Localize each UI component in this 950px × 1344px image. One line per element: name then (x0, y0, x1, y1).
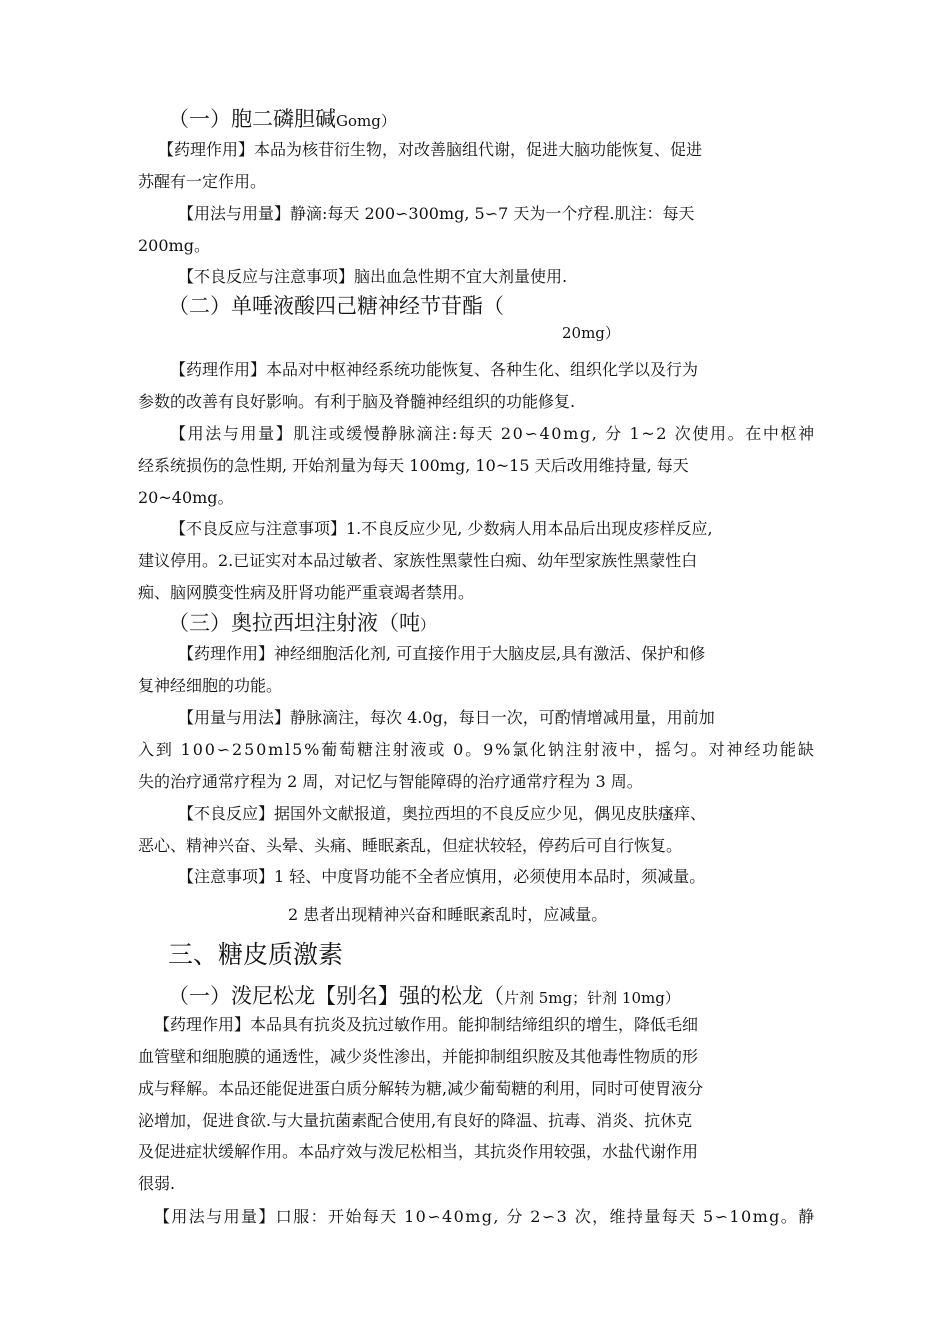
paragraph-line: 很弱. (138, 1174, 176, 1193)
paragraph-line: 成与释解。本品还能促进蛋白质分解转为糖,减少葡萄糖的利用，同时可使胃液分 (138, 1079, 704, 1098)
paragraph-line: 【用法与用量】肌注或缓慢静脉滴注:每天 20∽40mg, 分 1~2 次使用。在中枢神 (170, 424, 816, 443)
paragraph-line: 泌增加，促进食欲.与大量抗菌素配合使用,有良好的降温、抗毒、消炎、抗休克 (138, 1111, 693, 1130)
paragraph-line: 【药理作用】本品为核苷衍生物，对改善脑组代谢，促进大脑功能恢复、促进 (158, 140, 703, 159)
paragraph-line: 2 患者出现精神兴奋和睡眠紊乱时，应减量。 (288, 905, 608, 924)
heading-dose: 片剂 5mg；针剂 10mg） (504, 989, 680, 1007)
paragraph-line: 【注意事项】1 轻、中度肾功能不全者应慎用，必须使用本品时，须减量。 (178, 867, 706, 886)
section-heading-monosialoganglioside (168, 293, 504, 319)
paragraph-line: 建议停用。2.已证实对本品过敏者、家族性黑蒙性白痴、幼年型家族性黑蒙性白 (138, 551, 698, 570)
paragraph-line: 经系统损伤的急性期, 开始剂量为每天 100mg, 10~15 天后改用维持量, 每天 (138, 456, 689, 475)
paragraph-line: 痴、脑网膜变性病及肝肾功能严重衰竭者禁用。 (138, 583, 475, 602)
paragraph-line: 200mg。 (138, 236, 210, 255)
paragraph-line: 血管壁和细胞膜的通透性，减少炎性渗出，并能抑制组织胺及其他毒性物质的形 (138, 1047, 699, 1066)
heading-dose: ） (420, 616, 436, 634)
heading-dose: 20mg） (562, 324, 620, 342)
paragraph-line: 及促进症状缓解作用。本品疗效与泼尼松相当，其抗炎作用较强，水盐代谢作用 (138, 1142, 699, 1161)
paragraph-line: 【药理作用】神经细胞活化剂, 可直接作用于大脑皮层,具有激活、保护和修 (178, 644, 706, 663)
heading-text: （一）泼尼松龙【别名】强的松龙（ (168, 984, 504, 1008)
chapter-heading-glucocorticoids: 三、糖皮质激素 (168, 940, 344, 969)
paragraph-line: 参数的改善有良好影响。有利于脑及脊髓神经组织的功能修复. (138, 392, 576, 411)
paragraph-line: 入到 100∽250ml5%葡萄糖注射液或 0。9%氯化钠注射液中，摇匀。对神经功能缺 (138, 740, 816, 759)
heading-dose: Gomg） (336, 112, 396, 130)
paragraph-line: 失的治疗通常疗程为 2 周，对记忆与智能障碍的治疗通常疗程为 3 周。 (138, 772, 643, 791)
paragraph-line: 复神经细胞的功能。 (138, 676, 283, 695)
paragraph-line: 【用法与用量】静滴:每天 200∽300mg, 5∽7 天为一个疗程.肌注：每天 (178, 204, 695, 223)
paragraph-line: 【不良反应与注意事项】脑出血急性期不宜大剂量使用. (178, 267, 568, 286)
heading-text: （一）胞二磷胆碱 (168, 107, 336, 131)
heading-text: （三）奥拉西坦注射液（吨 (168, 611, 420, 635)
paragraph-line: 【不良反应与注意事项】1.不良反应少见, 少数病人用本品后出现皮疹样反应, (170, 519, 713, 538)
section-heading-oxiracetam (168, 610, 435, 638)
section-heading-dose-line (562, 318, 620, 346)
paragraph-line: 【不良反应】据国外文献报道，奥拉西坦的不良反应少见，偶见皮肤瘙痒、 (178, 804, 707, 823)
paragraph-line: 20~40mg。 (138, 488, 234, 507)
section-heading-prednisolone (168, 983, 680, 1011)
paragraph-line: 恶心、精神兴奋、头晕、头痛、睡眠紊乱，但症状较轻，停药后可自行恢复。 (138, 836, 683, 855)
paragraph-line: 【药理作用】本品具有抗炎及抗过敏作用。能抑制结缔组织的增生，降低毛细 (154, 1015, 699, 1034)
paragraph-line: 苏醒有一定作用。 (138, 172, 267, 191)
paragraph-line: 【药理作用】本品对中枢神经系统功能恢复、各种生化、组织化学以及行为 (170, 360, 699, 379)
section-heading-cdp-choline (168, 106, 396, 134)
heading-text: （二）单唾液酸四己糖神经节苷酯（ (168, 294, 504, 318)
paragraph-line: 【用量与用法】静脉滴注，每次 4.0g，每日一次，可酌情增减用量，用前加 (178, 708, 715, 727)
paragraph-line: 【用法与用量】口服：开始每天 10∽40mg, 分 2∽3 次，维持量每天 5∽10mg。静 (154, 1207, 816, 1226)
